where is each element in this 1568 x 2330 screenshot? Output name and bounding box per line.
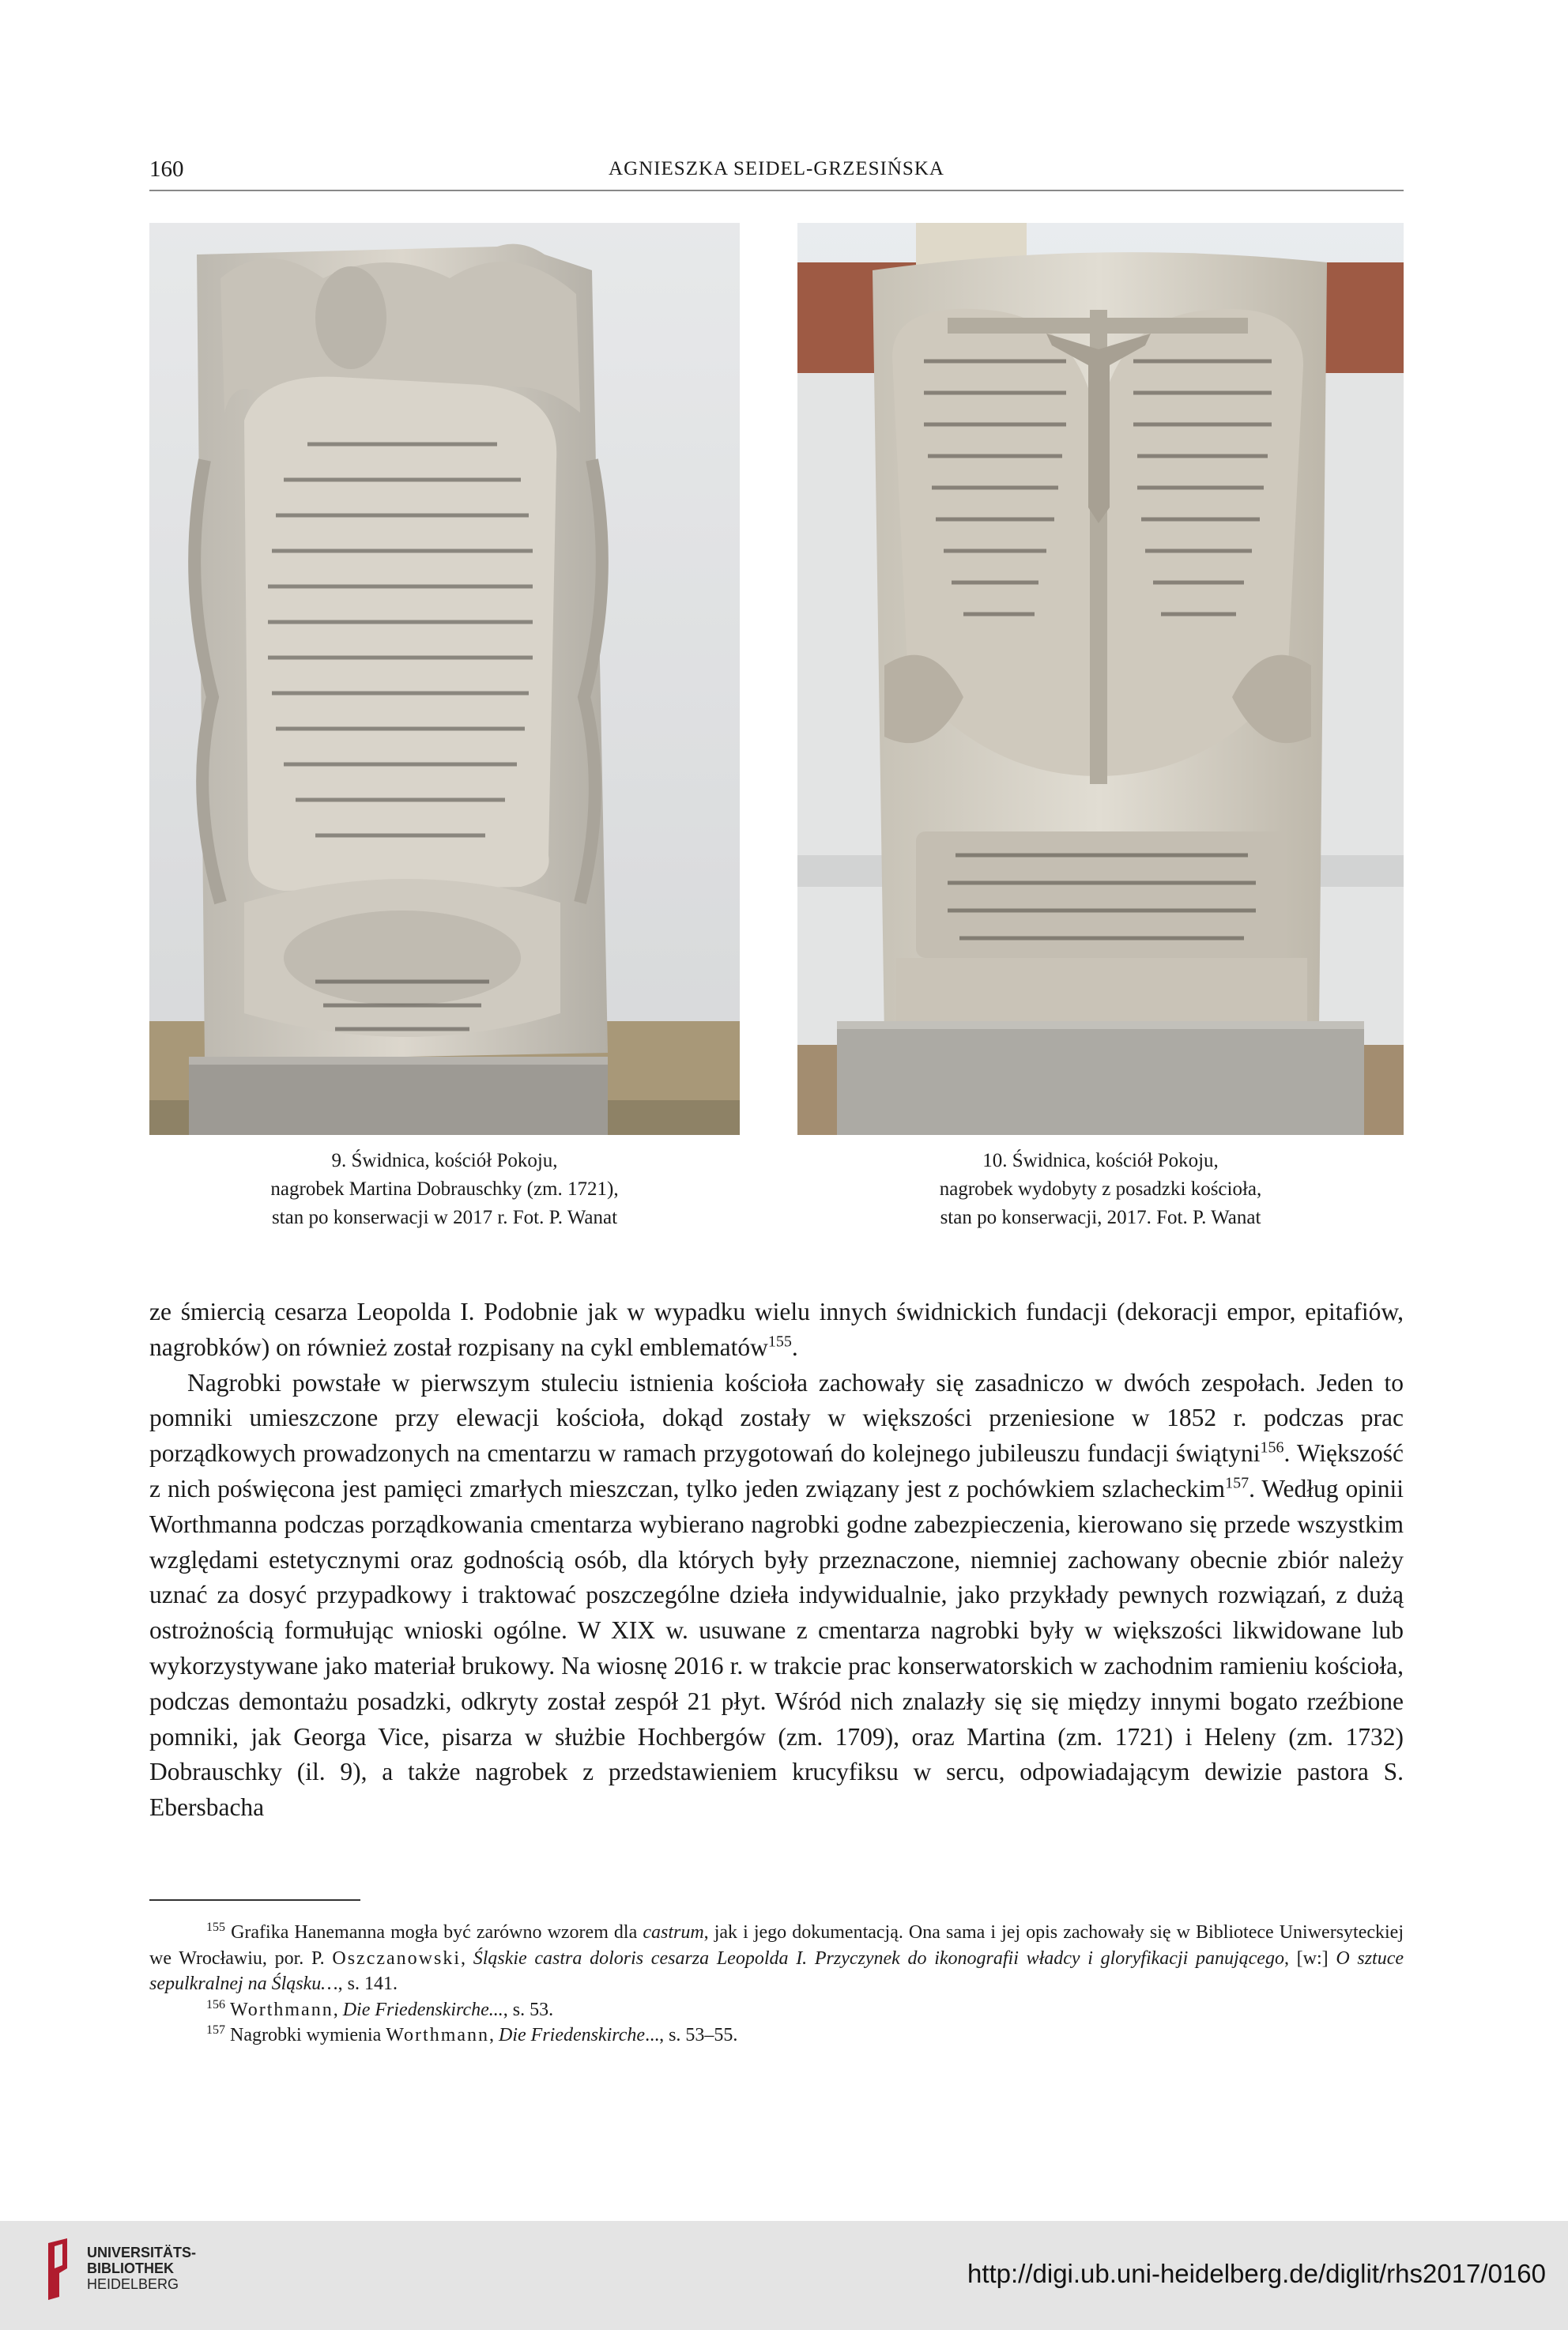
figure-9-photo <box>149 223 740 1135</box>
footnote-155 <box>149 1920 1404 1997</box>
tombstone-photo-2 <box>797 223 1404 1135</box>
library-name-line: HEIDELBERG <box>87 2276 179 2292</box>
permalink-url[interactable]: http://digi.ub.uni-heidelberg.de/diglit/rhs2017/0160 <box>967 2259 1546 2288</box>
caption-line: 9. Świdnica, kościół Pokoju, <box>331 1150 558 1171</box>
figure-9-caption <box>149 1147 740 1232</box>
footnotes <box>149 1920 1404 2049</box>
footnote-ref-155[interactable]: 155 <box>767 1333 792 1351</box>
page-number: 160 <box>149 156 184 182</box>
caption-line: nagrobek Martina Dobrauschky (zm. 1721), <box>270 1178 619 1200</box>
footnote-separator <box>149 1899 360 1901</box>
footnote-number: 157 <box>206 2023 225 2037</box>
footer-bar <box>0 2221 1568 2330</box>
library-name-line: BIBLIOTHEK <box>87 2260 174 2276</box>
footnote-157 <box>149 2023 1404 2049</box>
body-text-run: Nagrobki powstałe w pierwszym stuleciu istnienia kościoła zachowały się zasadniczo w dwóch zespołach. Jeden to pomniki umieszczone przy elewacji kościoła, dokąd zostały w większości przeniesione w 1852 r. podczas prac porządkowych prowadzonych na cmentarzu w ramach przygotowań do kolejnego jubileuszu fundacji świątyni <box>149 1368 1404 1468</box>
running-title: AGNIESZKA SEIDEL-GRZESIŃSKA <box>609 158 944 179</box>
work-title: Die Friedenskirche... <box>342 1999 503 2020</box>
library-name-line: UNIVERSITÄTS- <box>87 2245 197 2260</box>
source-title: O sztuce sepulkralnej na Śląsku… <box>149 1947 1404 1994</box>
page-header <box>149 156 1404 191</box>
library-name <box>87 2245 196 2292</box>
library-logo-icon <box>43 2237 75 2300</box>
work-title: Die Friedenskirche <box>499 2025 646 2045</box>
footnote-text: ..., s. 53–55. <box>645 2025 738 2045</box>
author-name: Worthmann <box>386 2025 490 2045</box>
footnote-text: Grafika Hanemanna mogła być zarówno wzorem dla <box>225 1922 643 1943</box>
figure-10-photo <box>797 223 1404 1135</box>
author-name: Oszczanowski <box>332 1947 461 1969</box>
body-text-run: . Większość z nich poświęcona jest pamięci zmarłych mieszczan, tylko jeden związany jest z pochówkiem szlacheckim <box>149 1439 1404 1502</box>
footnote-number: 155 <box>206 1921 225 1934</box>
footnote-number: 156 <box>206 1997 225 2011</box>
body-text <box>149 1295 1404 1826</box>
footnote-ref-156[interactable]: 156 <box>1260 1438 1284 1457</box>
paragraph-continuation <box>149 1295 1404 1366</box>
footnote-text: , jak i jego dokumentacją. Ona sama i jej opis zachowały się w Bibliotece Uniwersyteckiej we Wrocławiu, por. P. <box>149 1922 1404 1969</box>
caption-line: nagrobek wydobyty z posadzki kościoła, <box>939 1178 1262 1200</box>
paragraph <box>149 1366 1404 1826</box>
footnote-text: Nagrobki wymienia <box>225 2025 386 2045</box>
author-name: Worthmann <box>230 1999 334 2020</box>
figure-10-caption <box>797 1147 1404 1232</box>
footnote-ref-157[interactable]: 157 <box>1225 1474 1250 1492</box>
body-text-run: . <box>791 1333 798 1361</box>
body-text-run: ze śmiercią cesarza Leopolda I. Podobnie jak w wypadku wielu innych świdnickich fundacji (dekoracji empor, epitafiów, nagrobków) on również został rozpisany na cykl emblematów <box>149 1298 1404 1361</box>
caption-line: stan po konserwacji w 2017 r. Fot. P. Wanat <box>271 1207 618 1228</box>
footnote-text: , s. 53. <box>503 1999 554 2020</box>
footnote-italic: castrum <box>643 1922 704 1943</box>
footnote-text: , [w:] <box>1283 1947 1336 1969</box>
body-text-run: . Według opinii Worthmanna podczas porządkowania cmentarza wybierano nagrobki godne zabezpieczenia, kierowano się przede wszystkim względami estetycznymi oraz godnością osób, dla których były przeznaczone, niemniej zachowany obecnie zbiór należy uznać za dosyć przypadkowy i traktować poszczególne dzieła indywidualnie, jako przykłady pewnych rozwiązań, z dużą ostrożnością formułując wnioski ogólne. W XIX w. usuwane z cmentarza nagrobki były w większości likwidowane lub wykorzystywane jako materiał brukowy. Na wiosnę 2016 r. w trakcie prac konserwatorskich w zachodnim ramieniu kościoła, podczas demontażu posadzki, odkryty został zespół 21 płyt. Wśród nich znalazły się się między innymi bogato rzeźbione pomniki, jak Georga Vice, pisarza w służbie Hochbergów (zm. 1709), oraz Martina (zm. 1721) i Heleny (zm. 1732) Dobrauschky (il. 9), a także nagrobek z przedstawieniem krucyfiksu w sercu, odpowiadającym dewizie pastora S. Ebersbacha <box>149 1474 1404 1822</box>
caption-line: stan po konserwacji, 2017. Fot. P. Wanat <box>940 1207 1261 1228</box>
caption-line: 10. Świdnica, kościół Pokoju, <box>982 1150 1219 1171</box>
tombstone-photo-1 <box>149 223 740 1135</box>
footnote-text: , <box>489 2025 499 2045</box>
work-title: Śląskie castra doloris cesarza Leopolda I. Przyczynek do ikonografii władcy i gloryfikacji panującego <box>473 1947 1284 1969</box>
footnote-text: , s. 141. <box>337 1974 398 1994</box>
footnote-text: , <box>461 1947 473 1969</box>
footnote-156 <box>149 1997 1404 2023</box>
footnote-text: , <box>333 1999 343 2020</box>
